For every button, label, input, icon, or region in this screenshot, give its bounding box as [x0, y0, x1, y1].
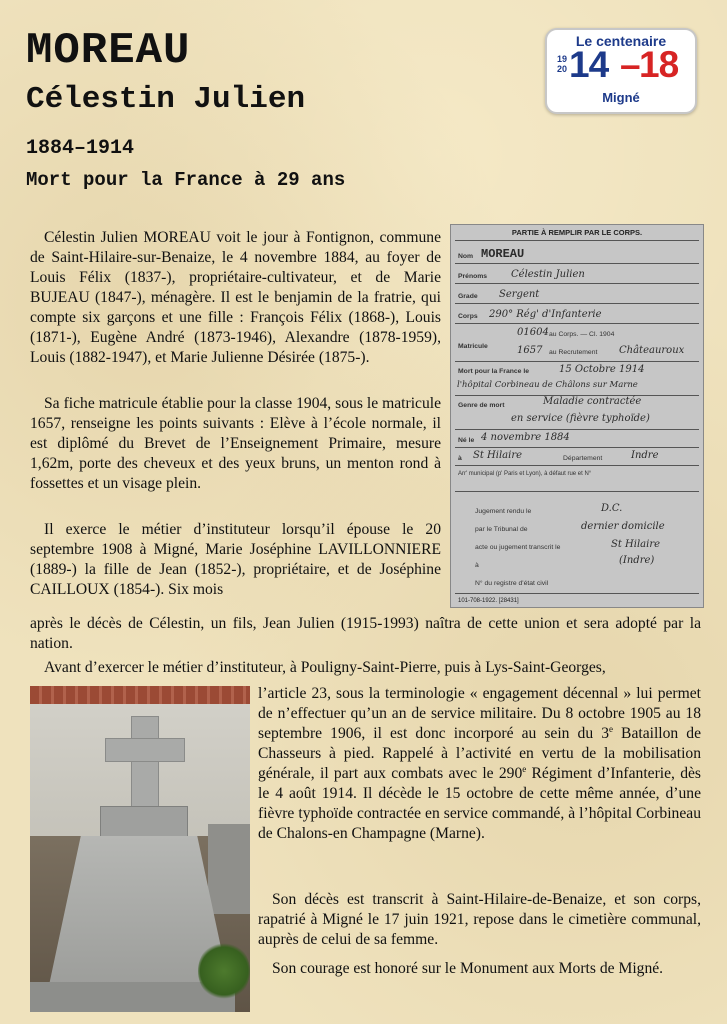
record-label-arr: Arr' municipal (p' Paris et Lyon), à défaut rue et N° [458, 471, 592, 477]
logo-line1: Le centenaire [575, 33, 667, 49]
grave-photo [30, 686, 250, 1012]
record-label-ne-le: Né le [458, 437, 475, 444]
record-grade: Sergent [499, 289, 540, 300]
record-surname: MOREAU [481, 247, 525, 261]
record-label-corps: Corps [458, 313, 478, 320]
record-label-jugement: Jugement rendu le [475, 508, 532, 515]
paragraph-honour: Son courage est honoré sur le Monument aux Morts de Migné. [272, 960, 664, 977]
paragraph-marriage: Il exerce le métier d’instituteur lorsqu’il épouse le 20 septembre 1908 à Migné, Marie Joséphine LAVILLONNIERE (1889-) la fille de Jean (1852-), propriétaire, et de Joséphine CAILLOUX (1854-). Six mois [30, 521, 441, 598]
record-ne-a: St Hilaire [473, 450, 523, 461]
logo-14: 14 [569, 44, 609, 85]
service-text-2: Bataillon de Chasseurs à pied. Rappelé à l’activité en vertu de la mobilisation générale, il part aux combats avec le 290 [258, 725, 702, 782]
record-label-a: à [458, 455, 462, 462]
record-genre: Maladie contractée [543, 396, 642, 407]
record-genre2: en service (fièvre typhoïde) [511, 413, 650, 424]
centenaire-logo [545, 28, 697, 114]
paragraph-service: Avant d’exercer le métier d’instituteur, à Pouligny-Saint-Pierre, puis à Lys-Saint-Georges, [44, 659, 606, 676]
logo-18: 18 [639, 44, 679, 85]
record-transcrit2: (Indre) [619, 555, 655, 566]
record-header: PARTIE À REMPLIR PAR LE CORPS. [511, 228, 643, 237]
mort-subtitle: Mort pour la France à 29 ans [26, 169, 346, 191]
paragraph-service-cont [258, 684, 701, 844]
paragraph-burial: Son décès est transcrit à Saint-Hilaire-de-Benaize, et son corps, rapatrié à Migné le 17 juin 1921, repose dans le cimetière communal, auprès de celui de sa femme. [258, 891, 701, 948]
photo-roof [30, 686, 250, 704]
service-text-1: l’article 23, sous la terminologie « engagement décennal » lui permet de n’effectuer qu’un an de service militaire. Du 8 octobre 1905 au 18 septembre 1906, il est donc incorporé au sein du 3 [258, 685, 701, 742]
photo-neighbour-grave [208, 824, 250, 914]
paragraph-birth: Célestin Julien MOREAU voit le jour à Fontignon, commune de Saint-Hilaire-sur-Benaize, le 4 novembre 1884, au foyer de Louis Félix (1837-), propriétaire-cultivateur, et de Marie BUJEAU (1847-), ménagère. Il est le benjamin de la fratrie, qui compte six garçons et une fille : François Félix (1868-), Louis (1871-), Eugène André (1873-1946), Alexandre (1878-1959), Louis (1882-1947), et Marie Julienne Désirée (1875-). [30, 229, 441, 366]
record-label-tribunal: par le Tribunal de [475, 526, 528, 533]
death-record-scan [450, 224, 704, 608]
surname-title: MOREAU [26, 26, 191, 76]
record-footer: 101-708-1922. [28431] [458, 598, 519, 604]
service-text-3: Régiment d’Infanterie, dès le 4 août 1914. Il décède le 15 octobre de cette même année, d’une fièvre typhoïde contractée en service commandé, à l’hôpital Corbineau de Chalons-en Champagne (Marne). [258, 765, 701, 842]
logo-dash: – [620, 44, 641, 85]
record-recrutement-val: Châteauroux [619, 345, 685, 356]
record-label-nom: Nom [458, 253, 474, 260]
service-sup-1: e [609, 723, 613, 734]
record-label-transcrit: acte ou jugement transcrit le [475, 544, 561, 551]
paragraph-matricule: Sa fiche matricule établie pour la classe 1904, sous le matricule 1657, renseigne les points suivants : Elève à l’école normale, il est diplômé du Brevet de l’Enseignement Primaire, mesure 1,62m, porte des cheveux et des yeux bruns, un menton rond à fossettes et un visage plein. [30, 395, 441, 492]
record-jugement: D.C. [601, 503, 623, 514]
life-dates: 1884–1914 [26, 137, 135, 160]
record-lieu: l'hôpital Corbineau de Châlons sur Marne [457, 380, 638, 390]
record-label-transcrit-a: à [475, 562, 479, 569]
record-departement: Indre [631, 450, 659, 461]
record-label-matricule: Matricule [458, 343, 488, 350]
logo-years [555, 54, 569, 74]
record-label-recrutement: au Recrutement [549, 349, 598, 356]
record-label-departement: Département [563, 455, 603, 462]
cross-icon [131, 716, 159, 810]
record-label-mort: Mort pour la France le [458, 368, 530, 375]
firstnames-title: Célestin Julien [26, 82, 306, 117]
record-mort-le: 15 Octobre 1914 [559, 364, 645, 375]
logo-place: Migné [602, 90, 640, 105]
record-tribunal: dernier domicile [581, 521, 665, 532]
record-label-registre: N° du registre d'état civil [475, 580, 549, 587]
record-label-prenoms: Prénoms [458, 273, 488, 280]
plant-foliage [198, 941, 250, 1001]
record-label-corps-cl: au Corps. — Cl. 1904 [549, 331, 615, 338]
record-label-genre: Genre de mort [458, 402, 505, 409]
cross-arm [105, 738, 185, 762]
record-prenoms: Célestin Julien [511, 269, 585, 280]
paragraph-marriage-cont: après le décès de Célestin, un fils, Jean Julien (1915-1993) naîtra de cette union et sera adopté par la nation. [30, 615, 701, 652]
logo-year-19: 19 [556, 54, 567, 64]
service-sup-2: e [522, 763, 527, 774]
record-matricule2: 1657 [517, 345, 543, 356]
record-matricule1: 01604 [517, 327, 549, 338]
record-corps: 290° Rég' d'Infanterie [489, 309, 602, 320]
record-ne-le: 4 novembre 1884 [481, 432, 570, 443]
logo-year-20: 20 [556, 64, 567, 74]
record-transcrit: St Hilaire [611, 539, 661, 550]
record-label-grade: Grade [458, 293, 478, 300]
